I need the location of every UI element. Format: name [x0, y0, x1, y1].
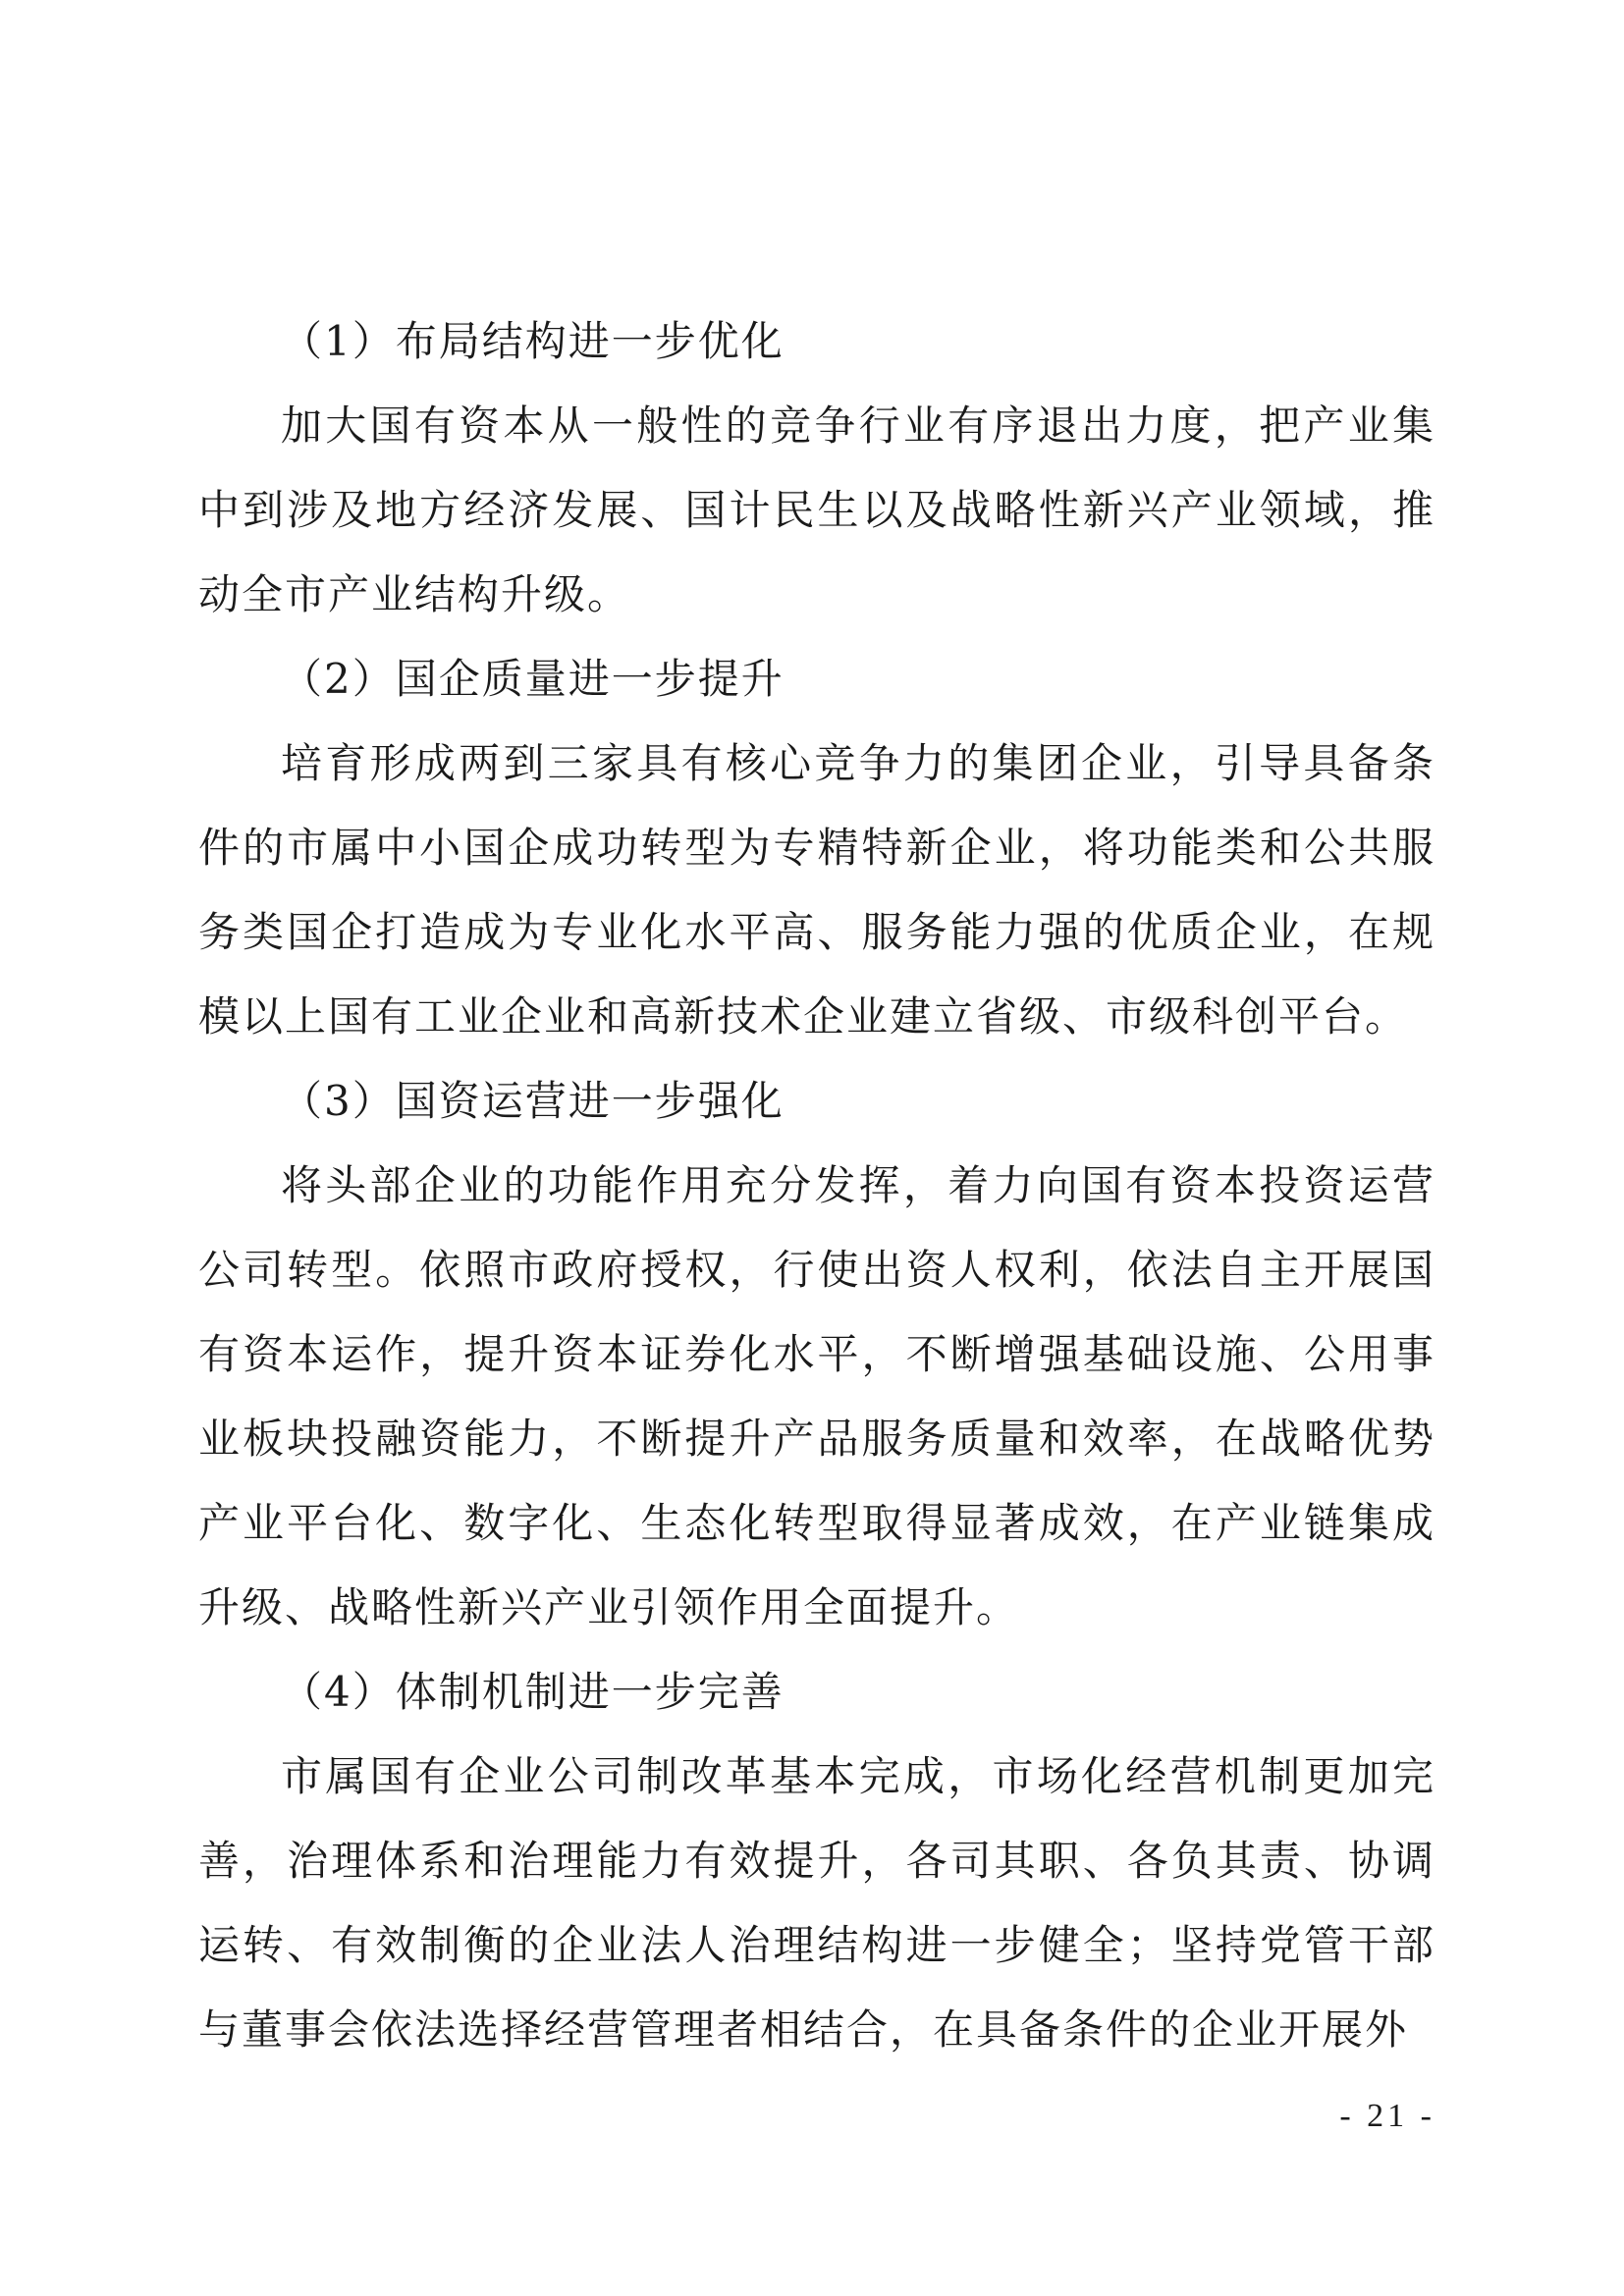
document-body	[198, 299, 1435, 2072]
section-heading-4: （4）体制机制进一步完善	[281, 1668, 785, 1716]
section-paragraph-3: 将头部企业的功能作用充分发挥，着力向国有资本投资运营公司转型。依照市政府授权，行使出资人权利，依法自主开展国有资本运作，提升资本证券化水平，不断增强基础设施、公用事业板块投融资能力，不断提升产品服务质量和效率，在战略优势产业平台化、数字化、生态化转型取得显著成效，在产业链集成升级、战略性新兴产业引领作用全面提升。	[198, 1161, 1435, 1631]
section-paragraph-1: 加大国有资本从一般性的竞争行业有序退出力度，把产业集中到涉及地方经济发展、国计民生以及战略性新兴产业领域，推动全市产业结构升级。	[198, 401, 1435, 618]
section-paragraph-4: 市属国有企业公司制改革基本完成，市场化经营机制更加完善，治理体系和治理能力有效提升，各司其职、各负其责、协调运转、有效制衡的企业法人治理结构进一步健全；坚持党管干部与董事会依法选择经营管理者相结合，在具备条件的企业开展外	[198, 1752, 1435, 2054]
section-heading-1: （1）布局结构进一步优化	[281, 317, 785, 365]
section-heading-3: （3）国资运营进一步强化	[281, 1077, 785, 1125]
section-heading-2: （2）国企质量进一步提升	[281, 655, 785, 703]
page-number: - 21 -	[1339, 2098, 1435, 2134]
section-paragraph-2: 培育形成两到三家具有核心竞争力的集团企业，引导具备条件的市属中小国企成功转型为专精特新企业，将功能类和公共服务类国企打造成为专业化水平高、服务能力强的优质企业，在规模以上国有工业企业和高新技术企业建立省级、市级科创平台。	[198, 739, 1435, 1041]
